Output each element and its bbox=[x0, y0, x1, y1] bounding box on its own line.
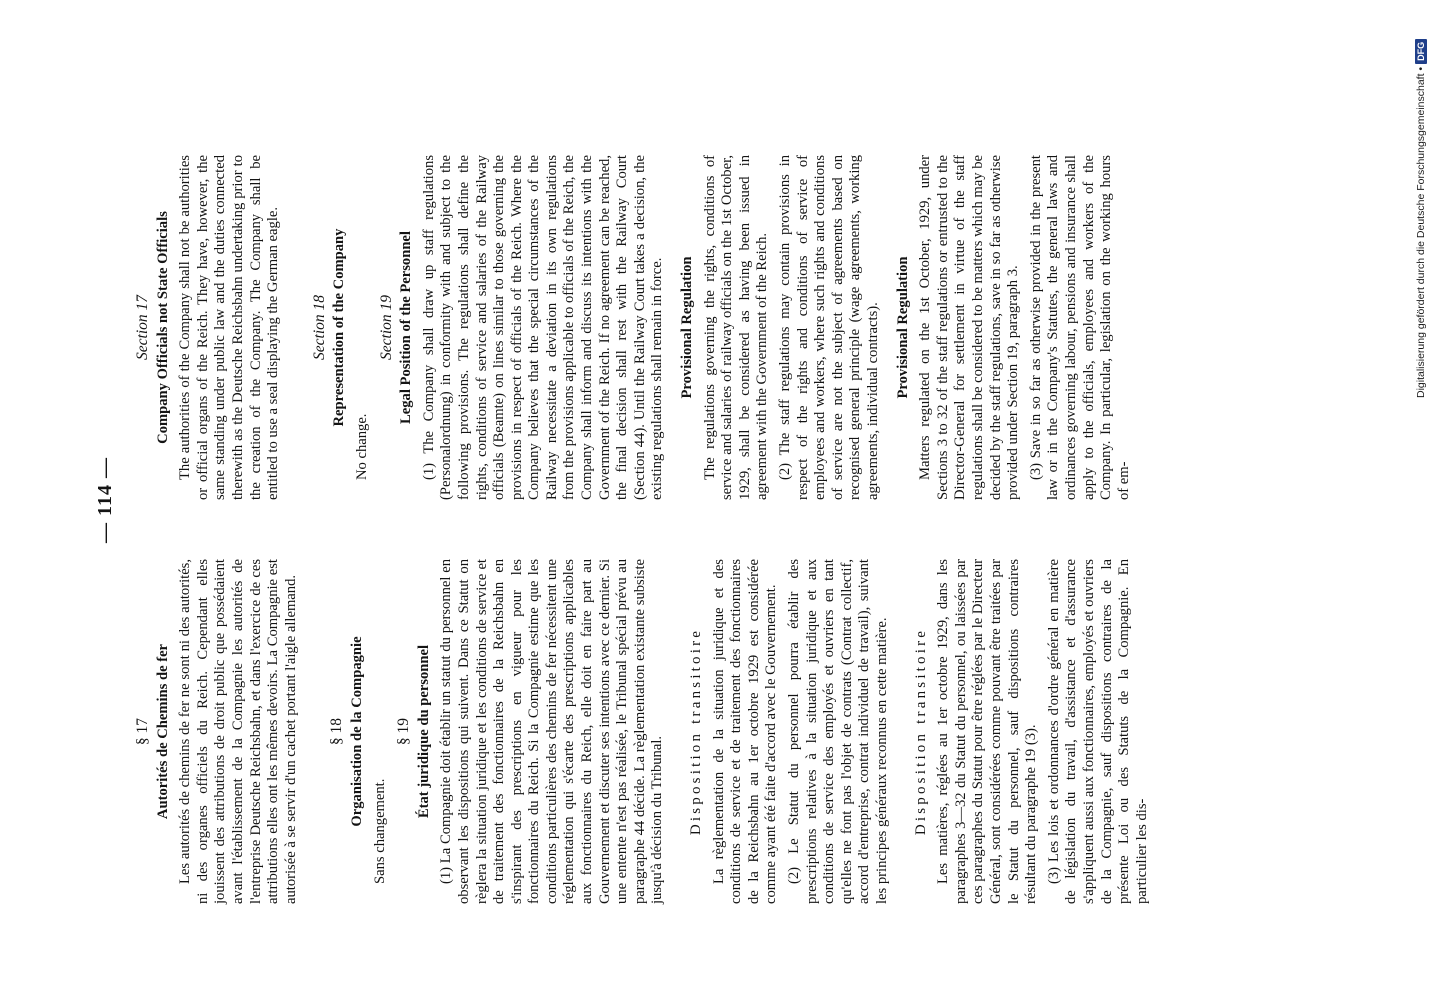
transitional-provision-2-text-fr: Les matières, réglées au 1er octobre 1929, dans les paragraphes 3—32 du Statut du personnel, ou laissées par ces paragraphes du Statut pour être réglées par le Directeur Général, sont considérées comme pouvant être traitées par le Statut du personnel, sauf dispositions contraires résultant du paragraphe 19 (3). bbox=[935, 559, 1040, 904]
section-18-text-fr: Sans changement. bbox=[371, 778, 388, 884]
section-19-number-en: Section 19 bbox=[377, 295, 395, 360]
section-19-paragraph-2-en: (2) The staff regulations may contain provisions in respect of the rights and conditions of service of employees and workers, where such rights and conditions of service are not the subject of agreements based on recognised general principle (wage agreements, working agreements, individual contracts). bbox=[777, 155, 881, 500]
section-18-number-fr: § 18 bbox=[328, 717, 346, 746]
section-19-paragraph-3-en: (3) Save in so far as otherwise provided in the present law or in the Company's Statutes, the general laws and ordinances governing labour, pensions and insurance shall apply to the officials, employees and workers of the Company. In particular, legislation on the working hours of em- bbox=[1027, 155, 1132, 500]
section-19-paragraph-2-fr: (2) Le Statut du personnel pourra établir des prescriptions relatives à la situation juridique et aux conditions de service des employés et ouvriers en tant qu'elles ne font pas l'objet de contrats (Contrat collectif, accord d'entreprise, contrat individuel de travail), suivant les principes généraux reconnus en cette matière. bbox=[786, 559, 890, 904]
section-18-number-en: Section 18 bbox=[310, 295, 328, 360]
english-column bbox=[128, 155, 1132, 500]
digitization-credit-text: Digitalisierung gefördert durch die Deutsche Forschungsgemeinschaft • bbox=[1415, 66, 1427, 398]
section-19-text-en: (1) The Company shall draw up staff regulations (Personalordnung) in conformity with and subject to the following provisions. The regulations shall define the rights, conditions of service and salaries of the Railway officials (Beamte) on lines similar to those governing the provisions in respect of officials of the Reich. Where the Company believes that the special circumstances of the Railway necessitate a deviation in its own regulations from the provisions applicable to officials of the Reich, the Company shall inform and discuss its intentions with the Government of the Reich. If no agreement can be reached, the final decision shall rest with the Railway Court (Section 44). Until the Railway Court takes a decision, the existing regulations shall remain in force. bbox=[420, 155, 666, 500]
transitional-provision-1-text-fr: La règlementation de la situation juridique et des conditions de service et de traitement des fonctionnaires de la Reichsbahn au 1er octobre 1929 est considérée comme ayant été faite d'accord avec le Gouvernement. bbox=[710, 559, 780, 904]
transitional-provision-1-title-fr: Disposition transitoire bbox=[688, 627, 705, 836]
provisional-regulation-2-title-en: Provisional Regulation bbox=[894, 256, 911, 399]
section-17-number-en: Section 17 bbox=[134, 295, 151, 360]
section-17-number-fr: § 17 bbox=[134, 717, 151, 746]
section-17-text-fr: Les autorités de chemins de fer ne sont ni des autorités, ni des organes officiels du Reich. Cependant elles jouissent des attributions de droit public que possédaient avant l'établissement de la Compagnie les autorités de l'entreprise Deutsche Reichsbahn, et dans l'exercice de ces attributions elles ont les mêmes devoirs. La Compagnie est autorisée à se servir d'un cachet portant l'aigle allemand. bbox=[177, 559, 299, 904]
section-18-title-fr: Organisation de la Compagnie bbox=[348, 636, 365, 827]
section-19-text-fr: (1) La Compagnie doit établir un statut du personnel en observant les dispositions qui suivent. Dans ce Statut on règlera la situation juridique et les conditions de service et de traitement des fonctionnaires de la Reichsbahn en s'inspirant des prescriptions en vigueur pour les fonctionnaires du Reich. Si la Compagnie estime que les conditions particulières des chemins de fer nécessitent une réglementation qui s'écarte des prescriptions applicables aux fonctionnaires du Reich, elle doit en faire part au Gouvernement et discuter ses intentions avec ce dernier. Si une entente n'est pas réalisée, le Tribunal spécial prévu au paragraphe 44 décide. La règlementation existante subsiste jusqu'à décision du Tribunal. bbox=[438, 559, 666, 904]
section-17-title-fr: Autorités de Chemins de fer bbox=[154, 643, 171, 820]
section-18-title-en: Representation of the Company bbox=[331, 228, 348, 427]
section-19-title-fr: État juridique du personnel bbox=[415, 644, 432, 819]
section-17-title-en: Company Officials not State Officials bbox=[154, 211, 171, 444]
provisional-regulation-1-text-en: The regulations governing the rights, conditions of service and salaries of railway officials on the 1st October, 1929, shall be considered as having been issued in agreement with the Government of the Reich. bbox=[701, 155, 771, 500]
provisional-regulation-1-title-en: Provisional Regulation bbox=[679, 256, 696, 399]
section-19-number-fr: § 19 bbox=[395, 717, 413, 746]
transitional-provision-2-title-fr: Disposition transitoire bbox=[912, 627, 929, 836]
section-17-text-en: The authorities of the Company shall not be authorities or official organs of the Reich. They have, however, the same standing under public law and the duties connected therewith as the Deutsche Reichsbahn undertaking prior to the creation of the Company. The Company shall be entitled to use a seal displaying the German eagle. bbox=[177, 155, 282, 500]
digitization-credit bbox=[1412, 8, 1430, 398]
dfg-logo: DFG bbox=[1415, 39, 1427, 64]
section-18-text-en: No change. bbox=[353, 413, 370, 480]
section-19-paragraph-3-fr: (3) Les lois et ordonnances d'ordre général en matière de législation du travail, d'assistance et d'assurance s'appliquent aussi aux fonctionnaires, employés et ouvriers de la Compagnie, sauf dispositions contraires de la présente Loi ou des Statuts de la Compagnie. En particulier les dis- bbox=[1045, 559, 1150, 904]
french-column bbox=[128, 559, 1150, 904]
page-number: — 114 — bbox=[94, 457, 116, 543]
provisional-regulation-2-text-en: Matters regulated on the 1st October, 1929, under Sections 3 to 32 of the staff regulations or entrusted to the Director-General for settlement in virtue of the staff regulations shall be considered to be matters which may be decided by the staff regulations, save in so far as otherwise provided under Section 19, paragraph 3. bbox=[917, 155, 1022, 500]
section-19-title-en: Legal Position of the Personnel bbox=[398, 231, 415, 424]
